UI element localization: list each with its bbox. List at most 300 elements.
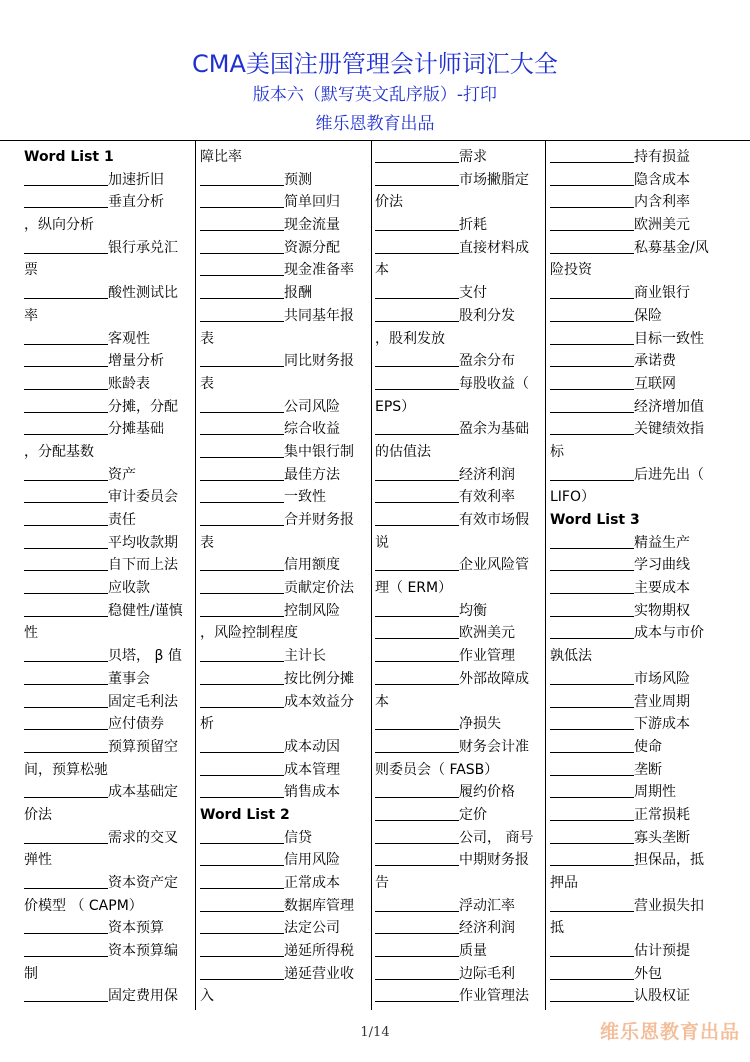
- vocab-entry: [24, 600, 194, 623]
- answer-blank: [24, 465, 108, 481]
- page-number: 1/14: [360, 1025, 390, 1040]
- term-continuation: ，股利发放: [375, 330, 445, 347]
- answer-blank: [24, 374, 108, 390]
- chinese-term: 定价: [459, 806, 487, 823]
- chinese-term: 需求的交叉: [108, 829, 178, 846]
- chinese-term: 市场风险: [634, 670, 690, 687]
- chinese-term: 酸性测试比: [108, 285, 178, 302]
- vocab-entry: [200, 577, 370, 600]
- chinese-term: 浮动汇率: [459, 897, 515, 914]
- chinese-term: 信贷: [284, 829, 312, 846]
- chinese-term: 稳健性/谨慎: [108, 602, 183, 619]
- chinese-term: 质量: [459, 943, 487, 960]
- vocab-entry: [24, 169, 194, 192]
- chinese-term: 经济利润: [459, 466, 515, 483]
- vocab-entry: [200, 464, 370, 487]
- term-continuation: 表: [200, 330, 214, 347]
- vocab-entry: [375, 781, 545, 804]
- answer-blank: [200, 782, 284, 798]
- chinese-term: 市场撇脂定: [459, 171, 529, 188]
- term-continuation: 险投资: [550, 262, 592, 279]
- answer-blank: [200, 442, 284, 458]
- vocab-entry: [24, 373, 194, 396]
- chinese-term: 企业风险管: [459, 557, 529, 574]
- term-continuation: 弹性: [24, 852, 52, 869]
- term-continuation: ，纵向分析: [24, 217, 94, 234]
- answer-blank: [375, 964, 459, 980]
- term-continuation: ，分配基数: [24, 443, 94, 460]
- chinese-term: 信用额度: [284, 557, 340, 574]
- answer-blank: [200, 896, 284, 912]
- vocab-entry: [200, 509, 370, 532]
- chinese-term: 盈余分布: [459, 353, 515, 370]
- chinese-term: 公司， 商号: [459, 829, 534, 846]
- vocab-entry: [375, 940, 545, 963]
- answer-blank: [24, 419, 108, 435]
- vocab-entry: [200, 759, 370, 782]
- term-continuation: 孰低法: [550, 648, 592, 665]
- answer-blank: [200, 578, 284, 594]
- chinese-term: 董事会: [108, 670, 150, 687]
- vocab-entry: [200, 917, 370, 940]
- answer-blank: [200, 737, 284, 753]
- document-subtitle: 版本六（默写英文乱序版）-打印: [252, 85, 498, 105]
- vocab-entry: [375, 282, 545, 305]
- vocab-entry: [375, 214, 545, 237]
- term-continuation: 告: [375, 875, 389, 891]
- chinese-term: 资产: [108, 466, 136, 483]
- chinese-term: 主计长: [284, 648, 326, 665]
- vocab-entry: [550, 373, 720, 396]
- chinese-term: 寡头垄断: [634, 829, 690, 846]
- chinese-term: 边际毛利: [459, 965, 515, 982]
- chinese-term: 直接材料成: [459, 239, 529, 256]
- chinese-term: 互联网: [634, 375, 676, 392]
- vocab-entry: [200, 940, 370, 963]
- column-divider: [195, 140, 196, 1010]
- chinese-term: 应付债券: [108, 716, 164, 733]
- chinese-term: 认股权证: [634, 988, 690, 1005]
- answer-blank: [375, 147, 459, 163]
- answer-blank: [550, 850, 634, 866]
- vocab-entry: [550, 191, 720, 214]
- vocab-entry: [200, 691, 370, 714]
- vocab-entry: [24, 940, 194, 963]
- term-continuation: 价模型 （ CAPM）: [24, 897, 143, 914]
- vocab-entry: [550, 940, 720, 963]
- vocab-entry: [375, 963, 545, 986]
- chinese-term: 正常成本: [284, 875, 340, 891]
- answer-blank: [550, 737, 634, 753]
- answer-blank: [550, 374, 634, 390]
- answer-blank: [375, 805, 459, 821]
- chinese-term: 学习曲线: [634, 557, 690, 574]
- vocab-entry: [375, 486, 545, 509]
- vocab-entry: [550, 554, 720, 577]
- vocab-entry: [550, 736, 720, 759]
- answer-blank: [24, 283, 108, 299]
- chinese-term: 精益生产: [634, 534, 690, 551]
- vocab-entry: [375, 237, 545, 260]
- chinese-term: 合并财务报: [284, 512, 354, 528]
- chinese-term: 现金准备率: [284, 262, 354, 279]
- chinese-term: 周期性: [634, 784, 676, 801]
- publisher-line: 维乐恩教育出品: [315, 114, 435, 134]
- chinese-term: 最佳方法: [284, 466, 340, 483]
- answer-blank: [200, 260, 284, 276]
- chinese-term: 分摊基础: [108, 421, 164, 438]
- chinese-term: 应收款: [108, 580, 150, 597]
- answer-blank: [24, 192, 108, 208]
- answer-blank: [375, 510, 459, 526]
- chinese-term: 隐含成本: [634, 171, 690, 188]
- answer-blank: [24, 873, 108, 889]
- chinese-term: 固定费用保: [108, 988, 178, 1005]
- answer-blank: [200, 283, 284, 299]
- answer-blank: [24, 646, 108, 662]
- chinese-term: 贡献定价法: [284, 580, 354, 597]
- answer-blank: [24, 238, 108, 254]
- vocab-entry: [200, 237, 370, 260]
- vocab-entry: [375, 509, 545, 532]
- vocab-entry: [550, 600, 720, 623]
- answer-blank: [24, 986, 108, 1002]
- chinese-term: 责任: [108, 512, 136, 528]
- answer-blank: [375, 283, 459, 299]
- chinese-term: 外包: [634, 965, 662, 982]
- answer-blank: [375, 487, 459, 503]
- chinese-term: 增量分析: [108, 353, 164, 370]
- answer-blank: [550, 782, 634, 798]
- answer-blank: [375, 850, 459, 866]
- vocab-entry: [24, 554, 194, 577]
- answer-blank: [550, 828, 634, 844]
- term-continuation: 的估值法: [375, 443, 431, 460]
- answer-blank: [550, 555, 634, 571]
- vocab-entry: [550, 464, 720, 487]
- chinese-term: 折耗: [459, 217, 487, 234]
- chinese-term: 资源分配: [284, 239, 340, 256]
- term-continuation: 表: [200, 534, 214, 551]
- chinese-term: 估计预提: [634, 943, 690, 960]
- term-continuation: 制: [24, 965, 38, 982]
- answer-blank: [200, 419, 284, 435]
- vocab-entry: [200, 963, 370, 986]
- answer-blank: [24, 737, 108, 753]
- chinese-term: 分摊，分配: [108, 398, 178, 415]
- answer-blank: [200, 465, 284, 481]
- chinese-term: 银行承兑汇: [108, 239, 178, 256]
- vocab-entry: [200, 645, 370, 668]
- term-continuation: LIFO）: [550, 489, 596, 506]
- answer-blank: [550, 714, 634, 730]
- chinese-term: 法定公司: [284, 920, 340, 937]
- vocab-entry: [24, 645, 194, 668]
- vocab-entry: [200, 486, 370, 509]
- answer-blank: [550, 306, 634, 322]
- answer-blank: [375, 170, 459, 186]
- vocab-entry: [375, 600, 545, 623]
- answer-blank: [200, 192, 284, 208]
- vocab-entry: [24, 282, 194, 305]
- vocab-column-1: [24, 146, 194, 1008]
- answer-blank: [550, 283, 634, 299]
- chinese-term: 预算预留空: [108, 738, 178, 755]
- vocab-entry: [200, 418, 370, 441]
- answer-blank: [200, 964, 284, 980]
- vocab-entry: [200, 305, 370, 328]
- chinese-term: 内含利率: [634, 194, 690, 211]
- answer-blank: [550, 170, 634, 186]
- vocab-entry: [550, 963, 720, 986]
- vocab-entry: [375, 736, 545, 759]
- vocab-entry: [200, 827, 370, 850]
- chinese-term: 净损失: [459, 716, 501, 733]
- chinese-term: 一致性: [284, 489, 326, 506]
- answer-blank: [375, 601, 459, 617]
- answer-blank: [550, 669, 634, 685]
- chinese-term: 公司风险: [284, 398, 340, 415]
- term-continuation: 说: [375, 534, 389, 551]
- answer-blank: [24, 397, 108, 413]
- vocab-entry: [24, 691, 194, 714]
- chinese-term: 同比财务报: [284, 353, 354, 370]
- term-continuation: 则委员会（ FASB）: [375, 761, 499, 778]
- vocab-entry: [200, 350, 370, 373]
- answer-blank: [200, 692, 284, 708]
- chinese-term: 支付: [459, 285, 487, 302]
- vocab-entry: [550, 282, 720, 305]
- answer-blank: [550, 986, 634, 1002]
- chinese-term: 报酬: [284, 285, 312, 302]
- vocab-entry: [375, 169, 545, 192]
- vocab-entry: [200, 736, 370, 759]
- chinese-term: 自下而上法: [108, 557, 178, 574]
- chinese-term: 经济利润: [459, 920, 515, 937]
- vocab-entry: [375, 917, 545, 940]
- answer-blank: [550, 147, 634, 163]
- vocab-entry: [200, 282, 370, 305]
- answer-blank: [24, 601, 108, 617]
- answer-blank: [24, 692, 108, 708]
- term-continuation: 票: [24, 262, 38, 279]
- answer-blank: [24, 578, 108, 594]
- vocab-entry: [24, 736, 194, 759]
- vocab-column-2: [200, 146, 370, 1008]
- answer-blank: [375, 215, 459, 231]
- word-list-heading: Word List 3: [550, 512, 640, 528]
- chinese-term: 客观性: [108, 330, 150, 347]
- vocab-entry: [24, 577, 194, 600]
- vocab-entry: [24, 532, 194, 555]
- answer-blank: [550, 329, 634, 345]
- chinese-term: 加速折旧: [108, 171, 164, 188]
- vocab-entry: [550, 350, 720, 373]
- chinese-term: 作业管理: [459, 648, 515, 665]
- vocab-entry: [24, 827, 194, 850]
- vocab-entry: [375, 622, 545, 645]
- answer-blank: [550, 238, 634, 254]
- document-title: CMA美国注册管理会计师词汇大全: [192, 50, 558, 78]
- vocab-entry: [200, 849, 370, 872]
- vocab-entry: [550, 668, 720, 691]
- vocab-entry: [550, 781, 720, 804]
- answer-blank: [24, 329, 108, 345]
- answer-blank: [24, 918, 108, 934]
- vocab-entry: [375, 373, 545, 396]
- answer-blank: [24, 941, 108, 957]
- answer-blank: [24, 487, 108, 503]
- answer-blank: [375, 465, 459, 481]
- term-continuation: 押品: [550, 875, 578, 891]
- chinese-term: 每股收益（: [459, 375, 529, 392]
- chinese-term: 关键绩效指: [634, 421, 704, 438]
- answer-blank: [375, 646, 459, 662]
- vocab-entry: [200, 781, 370, 804]
- answer-blank: [550, 964, 634, 980]
- vocab-entry: [24, 509, 194, 532]
- answer-blank: [550, 941, 634, 957]
- answer-blank: [200, 918, 284, 934]
- chinese-term: 综合收益: [284, 421, 340, 438]
- answer-blank: [200, 351, 284, 367]
- chinese-term: 垄断: [634, 761, 662, 778]
- answer-blank: [375, 419, 459, 435]
- term-continuation: EPS）: [375, 398, 416, 415]
- answer-blank: [24, 669, 108, 685]
- vocab-entry: [550, 396, 720, 419]
- chinese-term: 营业周期: [634, 693, 690, 710]
- vocab-entry: [375, 418, 545, 441]
- chinese-term: 营业损失扣: [634, 897, 704, 914]
- vocab-entry: [24, 668, 194, 691]
- answer-blank: [550, 419, 634, 435]
- answer-blank: [375, 374, 459, 390]
- answer-blank: [200, 760, 284, 776]
- chinese-term: 资本预算编: [108, 943, 178, 960]
- vocab-entry: [550, 328, 720, 351]
- vocab-entry: [24, 328, 194, 351]
- answer-blank: [200, 215, 284, 231]
- chinese-term: 成本与市价: [634, 625, 704, 642]
- chinese-term: 共同基年报: [284, 307, 354, 324]
- answer-blank: [200, 601, 284, 617]
- vocab-entry: [375, 350, 545, 373]
- answer-blank: [24, 714, 108, 730]
- vocab-entry: [375, 464, 545, 487]
- vocab-entry: [200, 169, 370, 192]
- vocab-entry: [24, 350, 194, 373]
- chinese-term: 股利分发: [459, 307, 515, 324]
- chinese-term: 数据库管理: [284, 897, 354, 914]
- chinese-term: 正常损耗: [634, 806, 690, 823]
- answer-blank: [24, 170, 108, 186]
- chinese-term: 账龄表: [108, 375, 150, 392]
- vocab-entry: [550, 305, 720, 328]
- chinese-term: 欧洲美元: [634, 217, 690, 234]
- vocab-entry: [550, 713, 720, 736]
- watermark-logo: 维乐恩教育出品: [599, 1021, 740, 1043]
- answer-blank: [200, 510, 284, 526]
- word-list-heading: Word List 1: [24, 149, 114, 165]
- vocab-entry: [550, 146, 720, 169]
- vocab-entry: [24, 985, 194, 1008]
- answer-blank: [550, 465, 634, 481]
- vocab-entry: [24, 418, 194, 441]
- vocab-entry: [375, 645, 545, 668]
- chinese-term: 主要成本: [634, 580, 690, 597]
- vocab-entry: [375, 668, 545, 691]
- answer-blank: [24, 351, 108, 367]
- chinese-term: 使命: [634, 738, 662, 755]
- vocab-entry: [550, 169, 720, 192]
- chinese-term: 按比例分摊: [284, 670, 354, 687]
- chinese-term: 中期财务报: [459, 852, 529, 869]
- chinese-term: 审计委员会: [108, 489, 178, 506]
- term-continuation: 间，预算松驰: [24, 761, 108, 778]
- vocab-entry: [200, 554, 370, 577]
- vocab-entry: [200, 600, 370, 623]
- vocab-entry: [375, 985, 545, 1008]
- chinese-term: 均衡: [459, 602, 487, 619]
- chinese-term: 贝塔， β 值: [108, 648, 182, 665]
- term-continuation: 本: [375, 262, 389, 279]
- vocab-entry: [200, 668, 370, 691]
- term-continuation: 抵: [550, 920, 564, 937]
- answer-blank: [200, 555, 284, 571]
- answer-blank: [200, 669, 284, 685]
- vocab-entry: [200, 895, 370, 918]
- answer-blank: [375, 351, 459, 367]
- vocab-entry: [200, 191, 370, 214]
- chinese-term: 下游成本: [634, 716, 690, 733]
- vocab-entry: [550, 577, 720, 600]
- answer-blank: [200, 850, 284, 866]
- chinese-term: 平均收款期: [108, 534, 178, 551]
- answer-blank: [550, 896, 634, 912]
- chinese-term: 成本管理: [284, 761, 340, 778]
- vocab-entry: [200, 441, 370, 464]
- vocab-entry: [24, 917, 194, 940]
- chinese-term: 私募基金/风: [634, 239, 709, 256]
- answer-blank: [24, 533, 108, 549]
- chinese-term: 递延营业收: [284, 965, 354, 982]
- answer-blank: [200, 828, 284, 844]
- vocab-entry: [24, 237, 194, 260]
- answer-blank: [200, 941, 284, 957]
- vocab-entry: [550, 804, 720, 827]
- vocab-entry: [375, 827, 545, 850]
- column-divider: [545, 140, 546, 1010]
- vocab-entry: [375, 146, 545, 169]
- answer-blank: [375, 737, 459, 753]
- vocab-entry: [550, 849, 720, 872]
- vocab-entry: [550, 895, 720, 918]
- chinese-term: 控制风险: [284, 602, 340, 619]
- chinese-term: 经济增加值: [634, 398, 704, 415]
- answer-blank: [550, 578, 634, 594]
- chinese-term: 递延所得税: [284, 943, 354, 960]
- chinese-term: 简单回归: [284, 194, 340, 211]
- answer-blank: [375, 623, 459, 639]
- chinese-term: 作业管理法: [459, 988, 529, 1005]
- chinese-term: 成本动因: [284, 738, 340, 755]
- answer-blank: [375, 714, 459, 730]
- answer-blank: [550, 623, 634, 639]
- vocab-entry: [550, 214, 720, 237]
- answer-blank: [200, 487, 284, 503]
- chinese-term: 有效市场假: [459, 512, 529, 528]
